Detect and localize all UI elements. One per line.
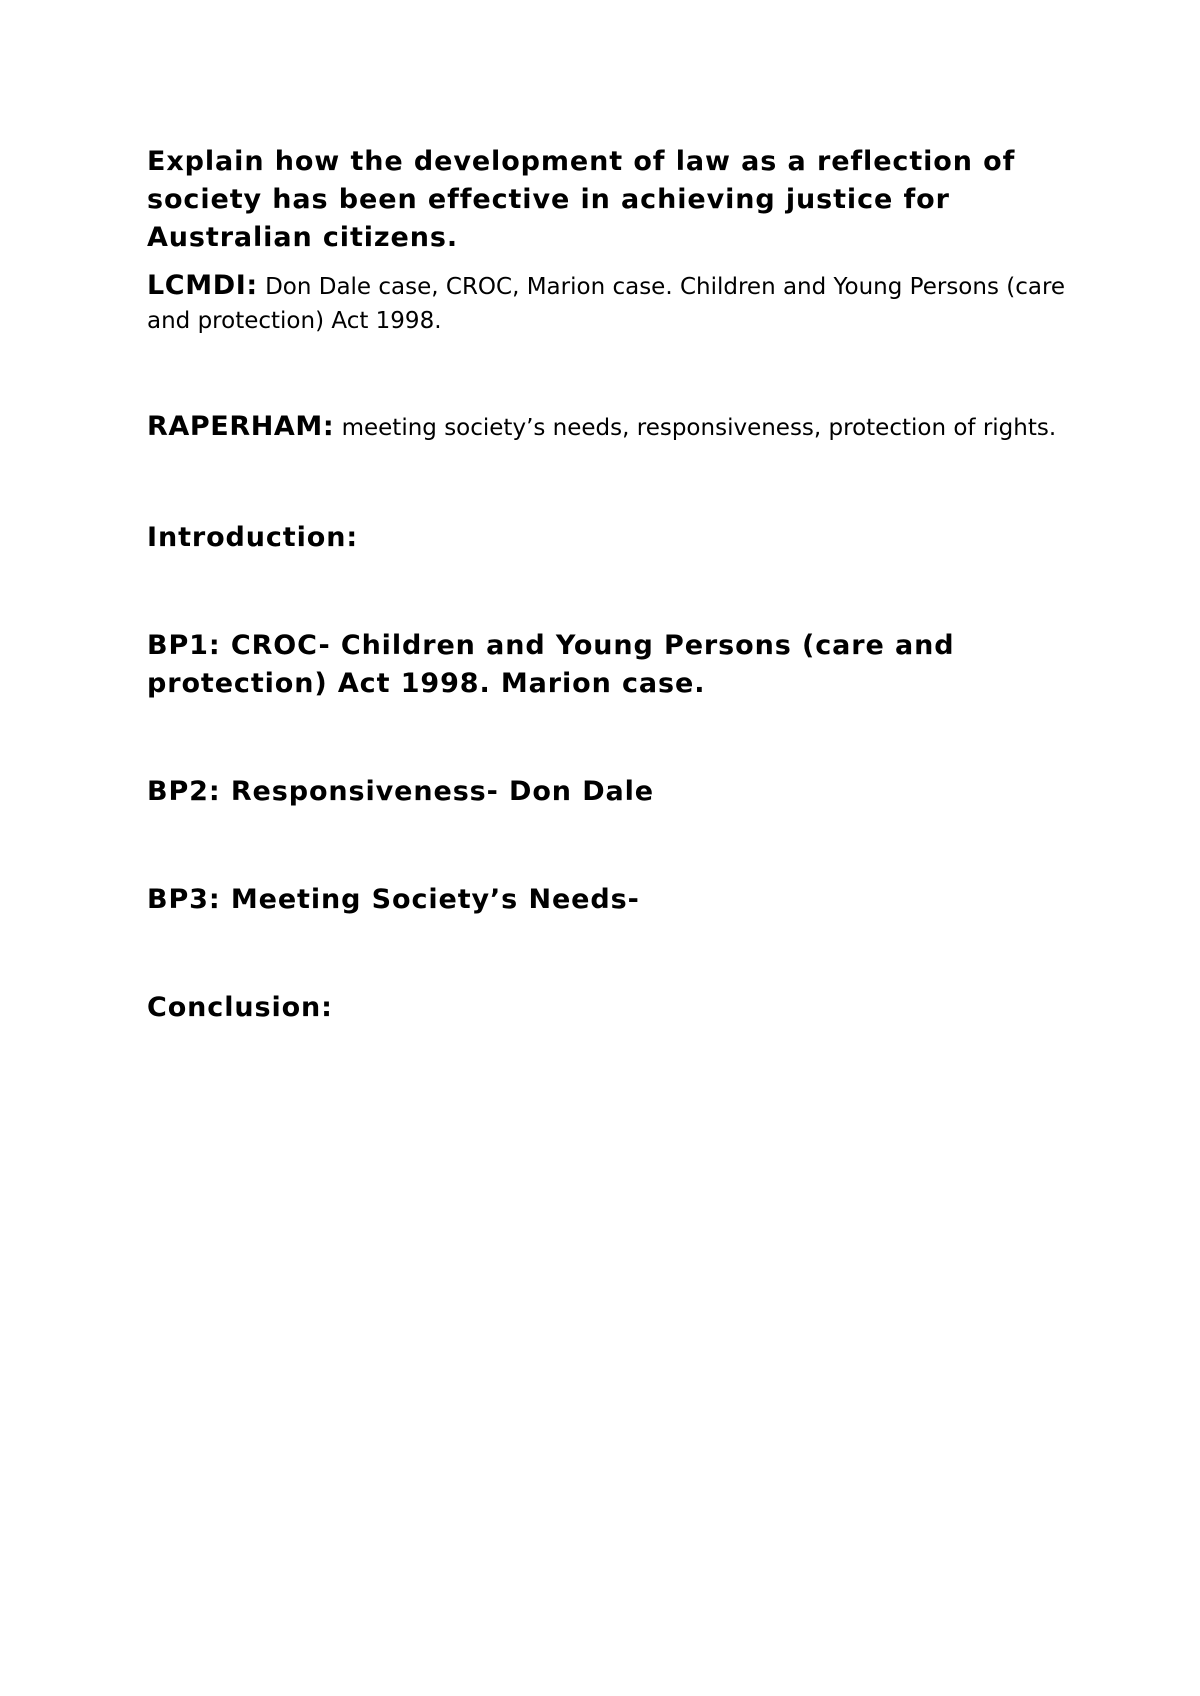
essay-question: Explain how the development of law as a reflection of society has been effective in achieving justice for Australian citizens.	[147, 146, 1016, 253]
lcmdi-paragraph	[147, 269, 1067, 338]
lcmdi-label: LCMDI:	[147, 270, 258, 301]
body-paragraph-1-heading: BP1: CROC- Children and Young Persons (care and protection) Act 1998. Marion case.	[147, 630, 955, 699]
document-body	[147, 143, 1067, 1027]
conclusion-heading: Conclusion:	[147, 992, 333, 1023]
body-paragraph-3-heading: BP3: Meeting Society’s Needs-	[147, 884, 640, 915]
body-paragraph-2-heading: BP2: Responsiveness- Don Dale	[147, 776, 655, 807]
introduction-heading: Introduction:	[147, 522, 359, 553]
raperham-text: meeting society’s needs, responsiveness, protection of rights.	[341, 415, 1057, 441]
raperham-paragraph	[147, 410, 1067, 445]
raperham-label: RAPERHAM:	[147, 411, 335, 442]
lcmdi-text: Don Dale case, CROC, Marion case. Children and Young Persons (care and protection) Act 1998.	[147, 274, 1066, 334]
